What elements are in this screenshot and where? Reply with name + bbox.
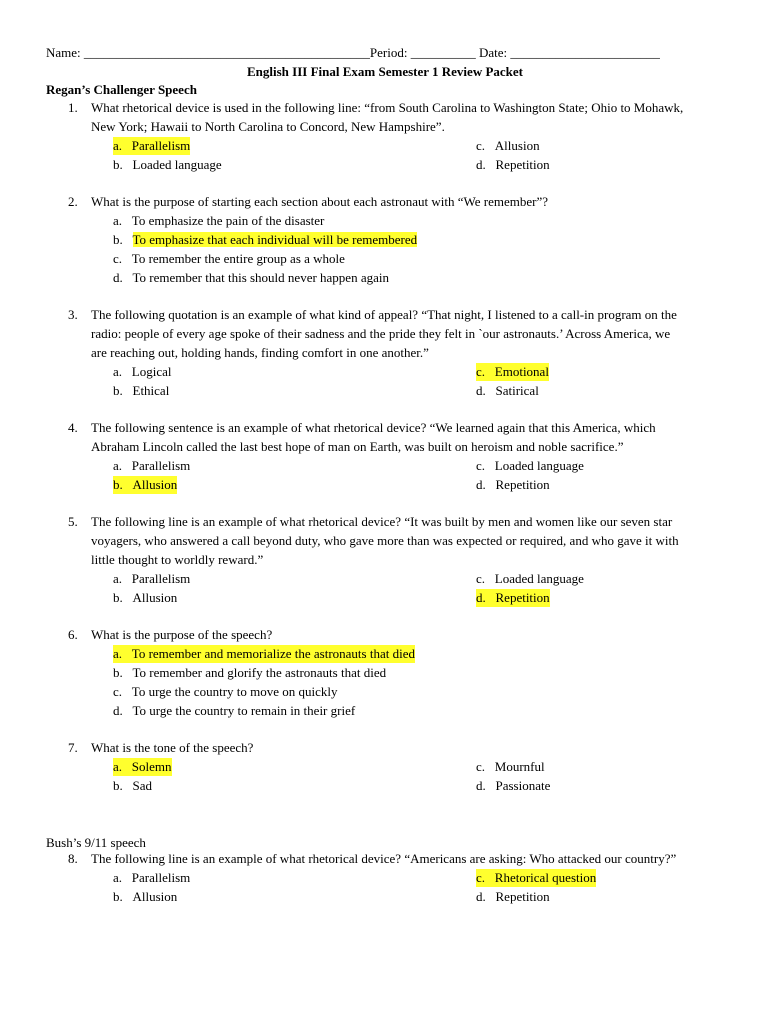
option-text: Parallelism	[131, 870, 191, 885]
option-text: Mournful	[494, 759, 545, 774]
option-letter: b.	[113, 590, 123, 605]
option-letter: c.	[476, 458, 486, 473]
question-text: The following quotation is an example of what kind of appeal? “That night, I listened to a call-in program on the	[91, 307, 677, 322]
option-text: Passionate	[495, 778, 551, 793]
answer-option	[113, 683, 338, 701]
option-text: Repetition	[495, 889, 550, 904]
option-letter: b.	[113, 232, 123, 247]
option-text: Loaded language	[494, 571, 584, 586]
option-text: Allusion	[132, 590, 178, 605]
option-text: Repetition	[495, 477, 550, 492]
option-text: To urge the country to move on quickly	[131, 684, 338, 699]
answer-option	[113, 888, 177, 906]
answer-option	[476, 382, 539, 400]
question-number: 5.	[68, 514, 78, 529]
answer-option	[113, 363, 172, 381]
question-text: What is the purpose of the speech?	[91, 627, 273, 642]
option-text: To urge the country to remain in their grief	[132, 703, 356, 718]
question-text: Abraham Lincoln called the last best hope of man on Earth, was built on heroism and noble sacrifice.”	[91, 439, 624, 454]
option-letter: a.	[113, 870, 123, 885]
question-number: 2.	[68, 194, 78, 209]
answer-option	[113, 777, 152, 795]
option-text: To remember and glorify the astronauts that died	[132, 665, 387, 680]
option-letter: d.	[113, 270, 123, 285]
document-title: English III Final Exam Semester 1 Review Packet	[247, 64, 523, 79]
question-text: What rhetorical device is used in the following line: “from South Carolina to Washington State; Ohio to Mohawk,	[91, 100, 684, 115]
answer-option	[476, 476, 550, 494]
option-text: To emphasize the pain of the disaster	[131, 213, 325, 228]
option-text: To remember and memorialize the astronauts that died	[131, 646, 415, 661]
question-text: The following line is an example of what rhetorical device? “It was built by men and women like our seven star	[91, 514, 673, 529]
option-letter: b.	[113, 889, 123, 904]
option-text: Ethical	[132, 383, 170, 398]
section-heading-challenger: Regan’s Challenger Speech	[46, 82, 197, 97]
option-letter: c.	[476, 870, 486, 885]
option-text: Loaded language	[132, 157, 222, 172]
question-number: 3.	[68, 307, 78, 322]
option-letter: d.	[476, 778, 486, 793]
answer-option-correct	[113, 231, 417, 249]
question-text: The following line is an example of what rhetorical device? “Americans are asking: Who attacked our country?”	[91, 851, 677, 866]
section-heading-bush: Bush’s 9/11 speech	[46, 835, 146, 850]
answer-option-correct	[476, 589, 550, 607]
option-letter: b.	[113, 477, 123, 492]
option-letter: a.	[113, 646, 123, 661]
answer-option-correct	[476, 363, 549, 381]
option-letter: d.	[476, 590, 486, 605]
option-letter: a.	[113, 138, 123, 153]
option-letter: c.	[476, 364, 486, 379]
answer-option	[113, 589, 177, 607]
option-letter: c.	[476, 138, 486, 153]
option-text: To remember that this should never happen again	[132, 270, 389, 285]
option-text: Repetition	[495, 157, 550, 172]
question-number: 1.	[68, 100, 78, 115]
option-letter: d.	[113, 703, 123, 718]
option-letter: c.	[113, 251, 123, 266]
question-number: 7.	[68, 740, 78, 755]
option-text: Parallelism	[131, 458, 191, 473]
option-text: Loaded language	[494, 458, 584, 473]
option-letter: b.	[113, 157, 123, 172]
answer-option	[113, 269, 389, 287]
option-letter: d.	[476, 383, 486, 398]
answer-option	[476, 570, 584, 588]
question-text: What is the purpose of starting each section about each astronaut with “We remember”?	[91, 194, 549, 209]
question-text: The following sentence is an example of what rhetorical device? “We learned again that this America, which	[91, 420, 656, 435]
option-letter: a.	[113, 458, 123, 473]
answer-option	[113, 212, 324, 230]
option-text: To emphasize that each individual will be remembered	[132, 232, 418, 247]
option-letter: a.	[113, 571, 123, 586]
option-text: Parallelism	[131, 138, 191, 153]
option-letter: a.	[113, 213, 123, 228]
answer-option	[113, 664, 386, 682]
answer-option	[476, 137, 540, 155]
option-text: Repetition	[495, 590, 550, 605]
answer-option	[476, 758, 545, 776]
answer-option	[476, 777, 550, 795]
answer-option	[113, 702, 355, 720]
answer-option	[113, 382, 169, 400]
option-letter: d.	[476, 157, 486, 172]
answer-option-correct	[113, 137, 190, 155]
option-text: Sad	[132, 778, 152, 793]
option-text: Allusion	[132, 889, 178, 904]
option-letter: d.	[476, 889, 486, 904]
question-number: 6.	[68, 627, 78, 642]
question-number: 8.	[68, 851, 78, 866]
option-letter: c.	[476, 759, 486, 774]
option-text: To remember the entire group as a whole	[131, 251, 345, 266]
option-letter: c.	[113, 684, 123, 699]
option-letter: d.	[476, 477, 486, 492]
option-text: Emotional	[494, 364, 549, 379]
question-text: are reaching out, holding hands, finding comfort in one another.”	[91, 345, 429, 360]
option-letter: a.	[113, 759, 123, 774]
answer-option-correct	[476, 869, 596, 887]
answer-option-correct	[113, 645, 415, 663]
option-text: Allusion	[132, 477, 178, 492]
option-text: Satirical	[495, 383, 539, 398]
option-text: Rhetorical question	[494, 870, 597, 885]
question-text: New York; Hawaii to North Carolina to Concord, New Hampshire”.	[91, 119, 445, 134]
option-text: Logical	[131, 364, 172, 379]
answer-option	[113, 869, 190, 887]
name-period-date-line: Name: ____________________________________________Period: __________ Date: _______________________	[46, 45, 660, 60]
answer-option-correct	[113, 476, 177, 494]
option-text: Solemn	[131, 759, 172, 774]
answer-option	[113, 250, 345, 268]
answer-option	[476, 457, 584, 475]
option-text: Parallelism	[131, 571, 191, 586]
question-text: voyagers, who answered a call beyond duty, who gave more than was expected or required, and who gave it with	[91, 533, 679, 548]
answer-option	[476, 156, 550, 174]
option-letter: b.	[113, 383, 123, 398]
option-letter: c.	[476, 571, 486, 586]
answer-option	[476, 888, 550, 906]
answer-option	[113, 156, 222, 174]
question-number: 4.	[68, 420, 78, 435]
answer-option	[113, 457, 190, 475]
answer-option	[113, 570, 190, 588]
option-letter: b.	[113, 778, 123, 793]
option-text: Allusion	[494, 138, 540, 153]
option-letter: a.	[113, 364, 123, 379]
answer-option-correct	[113, 758, 172, 776]
question-text: little thought to worldly reward.”	[91, 552, 264, 567]
question-text: What is the tone of the speech?	[91, 740, 254, 755]
option-letter: b.	[113, 665, 123, 680]
question-text: radio: people of every age spoke of their sadness and the pride they felt in `our astronauts.’ Across America, we	[91, 326, 671, 341]
